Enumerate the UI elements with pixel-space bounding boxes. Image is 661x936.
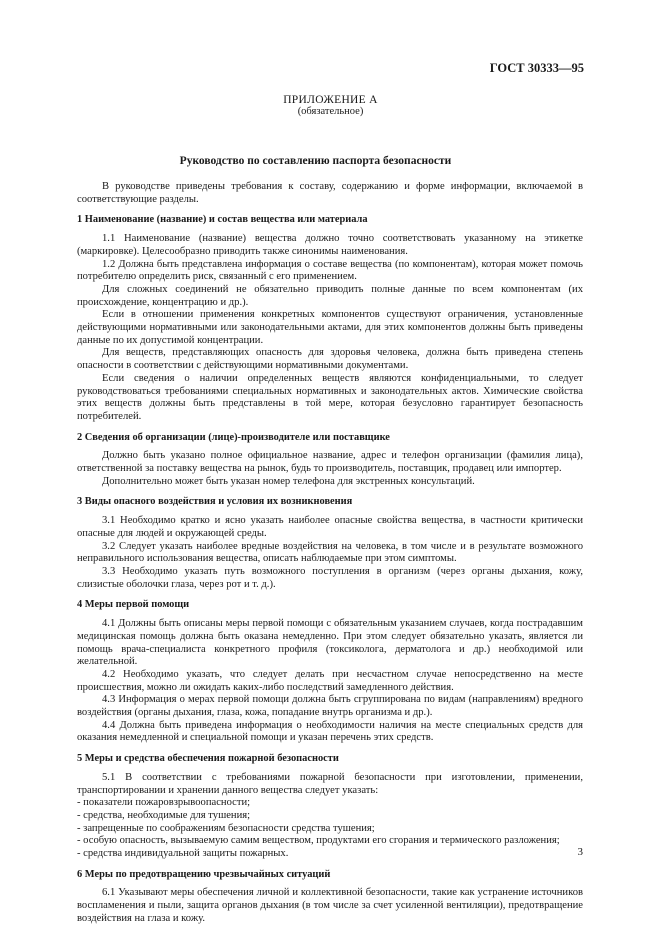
- page-number: 3: [577, 846, 583, 858]
- annex-note: (обязательное): [297, 106, 364, 117]
- paragraph: Если сведения о наличии определенных веществ являются конфиденциальными, то следует руководствоваться требованиями специальных нормативных и законодательных актов. Химические свойства этих веществ должны быть представлены в той мере, которая безусловно гарантирует безопасность потребителей.: [77, 372, 583, 422]
- paragraph: 4.4 Должна быть приведена информация о необходимости наличия на месте специальных средств для оказания немедленной и специальной помощи и указан перечень этих средств.: [77, 719, 583, 744]
- paragraph: 4.2 Необходимо указать, что следует делать при несчастном случае непосредственно на месте происшествия, можно ли ожидать каких-либо последствий замедленного действия.: [77, 668, 583, 693]
- list-item: - средства индивидуальной защиты пожарных.: [77, 848, 289, 860]
- paragraph: 3.3 Необходимо указать путь возможного поступления в организм (через органы дыхания, кожу, слизистые оболочки глаза, через рот и т. д.).: [77, 565, 583, 590]
- section-heading-5: 5 Меры и средства обеспечения пожарной безопасности: [77, 753, 339, 765]
- list-item: - средства, необходимые для тушения;: [77, 809, 251, 821]
- paragraph: Дополнительно может быть указан номер телефона для экстренных консультаций.: [102, 475, 475, 487]
- paragraph: Для сложных соединений не обязательно приводить полные данные по всем компонентам (их происхождение, концентрацию и др.).: [77, 283, 583, 308]
- paragraph: 1.1 Наименование (название) вещества должно точно соответствовать указанному на этикетке (маркировке). Целесообразно приводить также синонимы наименования.: [77, 233, 583, 257]
- paragraph: Должно быть указано полное официальное название, адрес и телефон организации (фамилия лица), ответственной за поставку вещества на рынок, будь то производитель, поставщик, продавец или импортер.: [77, 450, 583, 475]
- section-heading-1: 1 Наименование (название) и состав вещества или материала: [77, 214, 368, 226]
- list-item: - особую опасность, вызываемую самим веществом, продуктами его сгорания и термического разложения;: [77, 835, 560, 847]
- document-body: [77, 181, 583, 926]
- paragraph: 5.1 В соответствии с требованиями пожарной безопасности при изготовлении, применении, транспортировании и хранении данного вещества следует указать:: [77, 771, 583, 796]
- section-heading-4: 4 Меры первой помощи: [77, 599, 190, 611]
- document-code: ГОСТ 30333—95: [489, 61, 584, 75]
- annex-title: ПРИЛОЖЕНИЕ А: [283, 94, 378, 106]
- list-item: - запрещенные по соображениям безопасности средства тушения;: [77, 822, 375, 834]
- main-title: Руководство по составлению паспорта безопасности: [179, 155, 452, 167]
- paragraph: 6.1 Указывают меры обеспечения личной и коллективной безопасности, такие как устранение источников воспламенения и пыли, защита органов дыхания (в том числе за счет усиленной вентиляции), предотвращение воздействия на глаза и кожу.: [77, 887, 583, 924]
- paragraph: 4.3 Информация о мерах первой помощи должна быть сгруппирована по видам (направлениям) вредного воздействия (органы дыхания, глаза, кожа, попадание внутрь организма и др.).: [77, 694, 583, 719]
- section-heading-6: 6 Меры по предотвращению чрезвычайных ситуаций: [77, 868, 331, 880]
- paragraph: Если в отношении применения конкретных компонентов существуют ограничения, установленные действующими нормативными или законодательными актами, для этих компонентов должны быть приведены данные по их допустимой концентрации.: [77, 309, 583, 346]
- paragraph: 1.2 Должна быть представлена информация о составе вещества (по компонентам), которая может помочь потребителю определить риск, связанный с его применением.: [77, 258, 583, 283]
- paragraph: 3.2 Следует указать наиболее вредные воздействия на человека, в том числе и в результате возможного неправильного использования вещества, описать наблюдаемые при этом симптомы.: [77, 540, 583, 565]
- paragraph: 3.1 Необходимо кратко и ясно указать наиболее опасные свойства вещества, в частности критически опасные для людей и окружающей среды.: [77, 515, 583, 539]
- intro-paragraph: В руководстве приведены требования к составу, содержанию и форме информации, включаемой в соответствующие разделы.: [77, 181, 583, 205]
- section-heading-2: 2 Сведения об организации (лице)-производителе или поставщике: [77, 431, 390, 443]
- paragraph: Для веществ, представляющих опасность для здоровья человека, должна быть приведена степень опасности в соответствии с действующими нормативными документами.: [77, 347, 583, 372]
- paragraph: 4.1 Должны быть описаны меры первой помощи с обязательным указанием случаев, когда пострадавшим медицинская помощь должна быть оказана немедленно. При этом следует обязательно указать, является ли помощь врача-специалиста конкретного профиля (токсиколога, дерматолога и др.) необходимой или желательной.: [77, 618, 583, 668]
- list-item: - показатели пожаровзрывоопасности;: [77, 797, 251, 809]
- section-heading-3: 3 Виды опасного воздействия и условия их возникновения: [77, 496, 353, 508]
